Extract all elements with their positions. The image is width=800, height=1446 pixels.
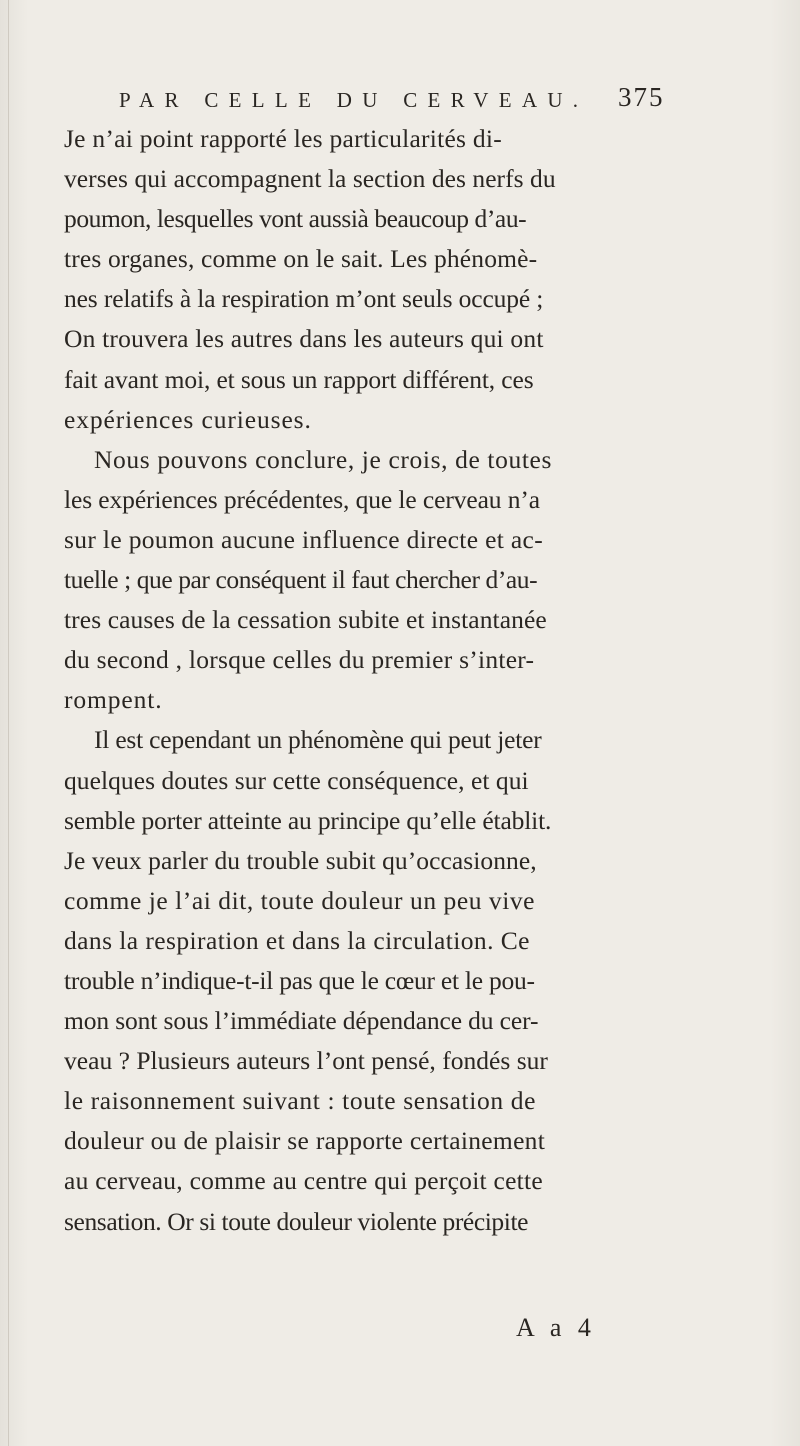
text-line: Je veux parler du trouble subit qu’occasionne,: [64, 845, 537, 875]
text-line: tres organes, comme on le sait. Les phénomè-: [64, 244, 538, 274]
text-line: Nous pouvons conclure, je crois, de toutes: [94, 444, 553, 474]
text-line: Je n’ai point rapporté les particularités di-: [64, 124, 502, 153]
text-line: fait avant moi, et sous un rapport différent, ces: [64, 364, 534, 394]
text-line: dans la respiration et dans la circulation. Ce: [64, 925, 530, 955]
text-line: sensation. Or si toute douleur violente précipite: [64, 1206, 529, 1236]
text-line: comme je l’ai dit, toute douleur un peu vive: [64, 885, 536, 915]
page-edge-shadow: [8, 0, 9, 1446]
text-line: trouble n’indique-t-il pas que le cœur et le pou-: [64, 965, 535, 995]
text-line: tres causes de la cessation subite et instantanée: [64, 605, 547, 635]
text-line: verses qui accompagnent la section des nerfs du: [64, 164, 556, 194]
running-head: [119, 82, 719, 118]
text-line: On trouvera les autres dans les auteurs qui ont: [64, 324, 544, 354]
signature-mark: A a 4: [516, 1313, 596, 1342]
text-line: veau ? Plusieurs auteurs l’ont pensé, fondés sur: [64, 1046, 548, 1076]
text-line: semble porter atteinte au principe qu’elle établit.: [64, 805, 552, 835]
text-line: au cerveau, comme au centre qui perçoit cette: [64, 1166, 543, 1196]
text-line: sur le poumon aucune influence directe et ac-: [64, 524, 544, 554]
text-line: rompent.: [64, 685, 163, 715]
page-number: 375: [618, 82, 665, 112]
text-line: douleur ou de plaisir se rapporte certainement: [64, 1126, 546, 1156]
body-text: [62, 119, 682, 1242]
text-line: poumon, lesquelles vont aussià beaucoup d’au-: [64, 204, 527, 234]
running-head-title: PAR CELLE DU CERVEAU.: [119, 88, 589, 112]
text-line: Il est cependant un phénomène qui peut jeter: [94, 725, 542, 755]
text-line: quelques doutes sur cette conséquence, et qui: [64, 765, 529, 795]
text-line: les expériences précédentes, que le cerveau n’a: [64, 484, 540, 514]
text-line: le raisonnement suivant : toute sensation de: [64, 1086, 537, 1116]
text-line: du second , lorsque celles du premier s’inter-: [64, 645, 535, 675]
text-line: nes relatifs à la respiration m’ont seuls occupé ;: [64, 284, 544, 314]
text-line: expériences curieuses.: [64, 404, 312, 434]
text-line: tuelle ; que par conséquent il faut chercher d’au-: [64, 565, 538, 595]
text-line: mon sont sous l’immédiate dépendance du cer-: [64, 1006, 539, 1036]
